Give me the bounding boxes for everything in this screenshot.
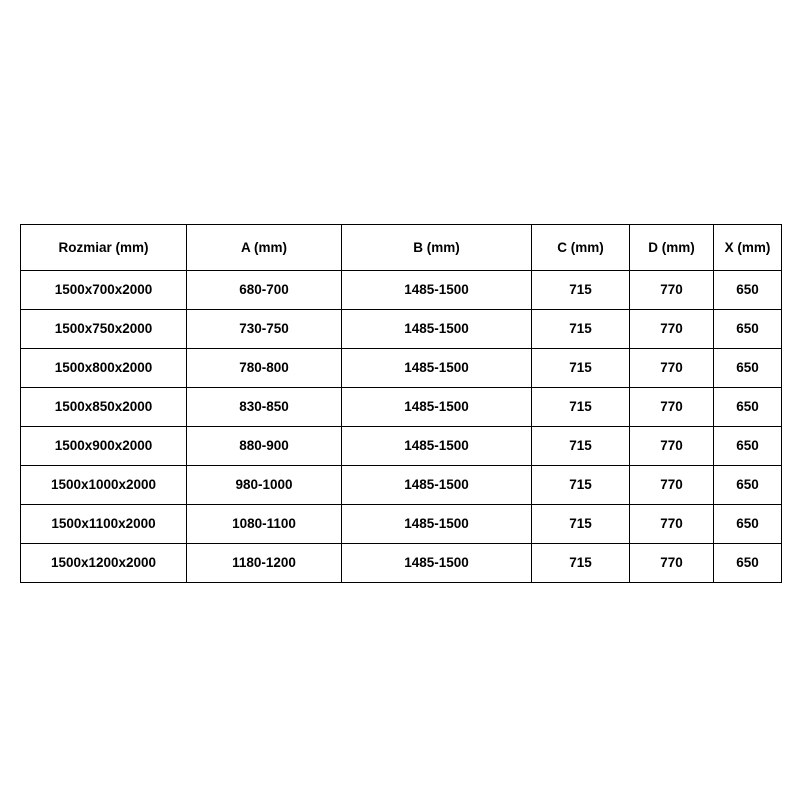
cell-size: 1500x1000x2000 — [21, 466, 187, 505]
spec-table-container — [20, 224, 781, 583]
cell-d: 770 — [630, 544, 714, 583]
cell-x: 650 — [714, 271, 782, 310]
cell-a: 880-900 — [187, 427, 342, 466]
cell-x: 650 — [714, 466, 782, 505]
cell-d: 770 — [630, 388, 714, 427]
cell-a: 830-850 — [187, 388, 342, 427]
cell-size: 1500x750x2000 — [21, 310, 187, 349]
cell-d: 770 — [630, 271, 714, 310]
cell-x: 650 — [714, 388, 782, 427]
cell-b: 1485-1500 — [342, 349, 532, 388]
cell-b: 1485-1500 — [342, 505, 532, 544]
column-header-b: B (mm) — [342, 225, 532, 271]
column-header-a: A (mm) — [187, 225, 342, 271]
dimensions-table — [20, 224, 782, 583]
cell-c: 715 — [532, 388, 630, 427]
cell-c: 715 — [532, 310, 630, 349]
cell-c: 715 — [532, 466, 630, 505]
cell-b: 1485-1500 — [342, 427, 532, 466]
cell-b: 1485-1500 — [342, 388, 532, 427]
cell-a: 980-1000 — [187, 466, 342, 505]
cell-b: 1485-1500 — [342, 310, 532, 349]
table-row — [21, 310, 782, 349]
cell-d: 770 — [630, 310, 714, 349]
cell-size: 1500x700x2000 — [21, 271, 187, 310]
table-header-row — [21, 225, 782, 271]
table-row — [21, 427, 782, 466]
table-row — [21, 466, 782, 505]
cell-x: 650 — [714, 349, 782, 388]
cell-size: 1500x800x2000 — [21, 349, 187, 388]
cell-a: 730-750 — [187, 310, 342, 349]
cell-c: 715 — [532, 544, 630, 583]
table-body — [21, 271, 782, 583]
table-row — [21, 505, 782, 544]
cell-d: 770 — [630, 505, 714, 544]
table-row — [21, 544, 782, 583]
cell-a: 1180-1200 — [187, 544, 342, 583]
column-header-x: X (mm) — [714, 225, 782, 271]
cell-c: 715 — [532, 349, 630, 388]
column-header-c: C (mm) — [532, 225, 630, 271]
cell-d: 770 — [630, 466, 714, 505]
cell-x: 650 — [714, 310, 782, 349]
table-row — [21, 271, 782, 310]
column-header-size: Rozmiar (mm) — [21, 225, 187, 271]
cell-b: 1485-1500 — [342, 466, 532, 505]
cell-c: 715 — [532, 505, 630, 544]
cell-c: 715 — [532, 427, 630, 466]
cell-size: 1500x1100x2000 — [21, 505, 187, 544]
cell-a: 780-800 — [187, 349, 342, 388]
cell-x: 650 — [714, 544, 782, 583]
cell-size: 1500x1200x2000 — [21, 544, 187, 583]
cell-b: 1485-1500 — [342, 544, 532, 583]
table-row — [21, 388, 782, 427]
table-header — [21, 225, 782, 271]
cell-x: 650 — [714, 427, 782, 466]
cell-d: 770 — [630, 427, 714, 466]
cell-size: 1500x900x2000 — [21, 427, 187, 466]
column-header-d: D (mm) — [630, 225, 714, 271]
cell-a: 680-700 — [187, 271, 342, 310]
cell-x: 650 — [714, 505, 782, 544]
cell-d: 770 — [630, 349, 714, 388]
cell-a: 1080-1100 — [187, 505, 342, 544]
cell-c: 715 — [532, 271, 630, 310]
cell-size: 1500x850x2000 — [21, 388, 187, 427]
table-row — [21, 349, 782, 388]
cell-b: 1485-1500 — [342, 271, 532, 310]
